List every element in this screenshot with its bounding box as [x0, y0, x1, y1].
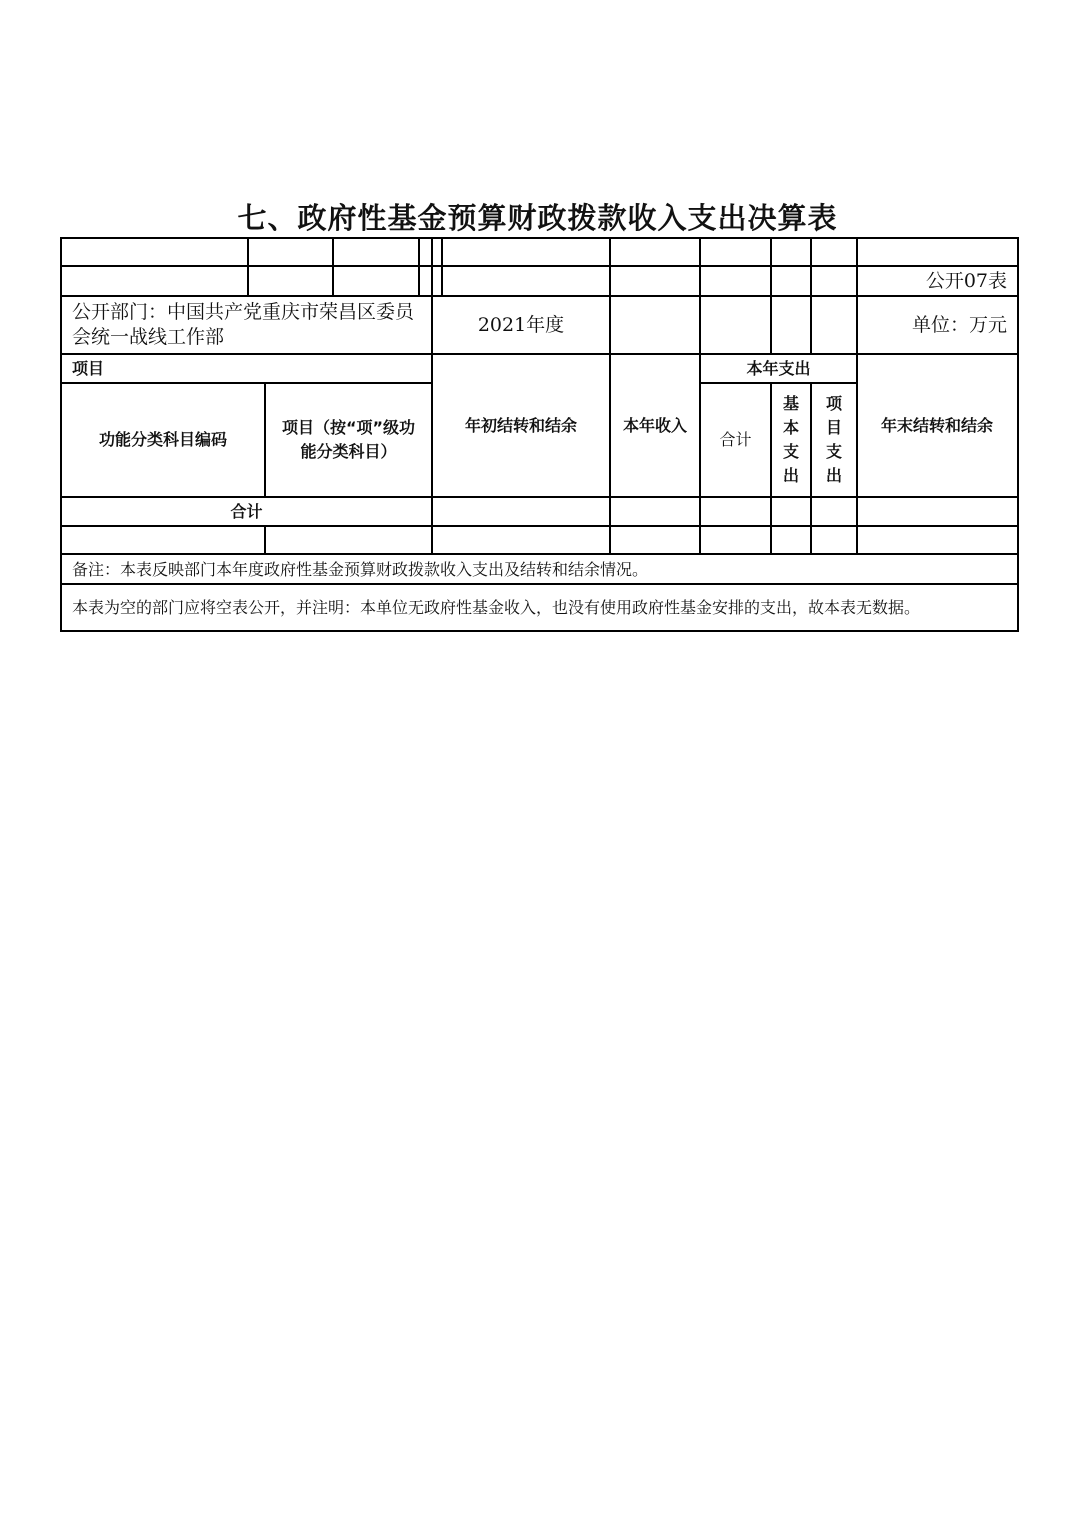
header-current-income-text: 本年收入 — [623, 415, 688, 435]
total-row-label: 合计 — [230, 501, 263, 521]
table-rule — [810, 237, 812, 353]
table-rule — [60, 237, 1019, 239]
table-code: 公开07表 — [925, 269, 1007, 292]
table-rule — [60, 630, 1019, 632]
note-remark: 备注：本表反映部门本年度政府性基金预算财政拨款收入支出及结转和结余情况。 — [72, 559, 649, 579]
header-closing-balance: 年末结转和结余 — [880, 415, 993, 435]
table-rule — [770, 237, 772, 353]
table-rule — [1017, 237, 1019, 632]
header-item: 项目 — [72, 358, 105, 378]
budget-table — [60, 237, 1019, 632]
table-rule — [418, 237, 420, 295]
unit-label: 单位：万元 — [911, 313, 1007, 336]
header-basic-expense-text: 基本支出 — [783, 394, 800, 485]
table-rule — [60, 525, 1019, 527]
header-current-income — [611, 355, 699, 496]
header-project-expense-text: 项目支出 — [826, 394, 843, 485]
header-func-code: 功能分类科目编码 — [98, 430, 227, 449]
header-item-by-level: 项目（按“项”级功能分类科目） — [281, 418, 416, 461]
note-empty-disclosure: 本表为空的部门应将空表公开，并注明：本单位无政府性基金收入，也没有使用政府性基金安排的支出，故本表无数据。 — [72, 598, 921, 617]
table-rule — [247, 237, 249, 295]
header-opening-balance: 年初结转和结余 — [464, 415, 577, 435]
page-title: 七、政府性基金预算财政拨款收入支出决算表 — [237, 201, 838, 235]
table-rule — [609, 237, 611, 353]
table-rule — [699, 237, 701, 353]
table-rule — [264, 525, 266, 553]
table-rule — [441, 237, 443, 295]
header-project-expense — [812, 384, 856, 496]
table-rule — [431, 237, 433, 295]
fiscal-year: 2021年度 — [477, 313, 565, 336]
header-expense-total: 合计 — [719, 430, 752, 449]
table-rule — [332, 237, 334, 295]
header-basic-expense — [772, 384, 810, 496]
header-current-expense: 本年支出 — [746, 358, 811, 378]
department-label: 公开部门：中国共产党重庆市荣昌区委员会统一战线工作部 — [72, 301, 415, 348]
